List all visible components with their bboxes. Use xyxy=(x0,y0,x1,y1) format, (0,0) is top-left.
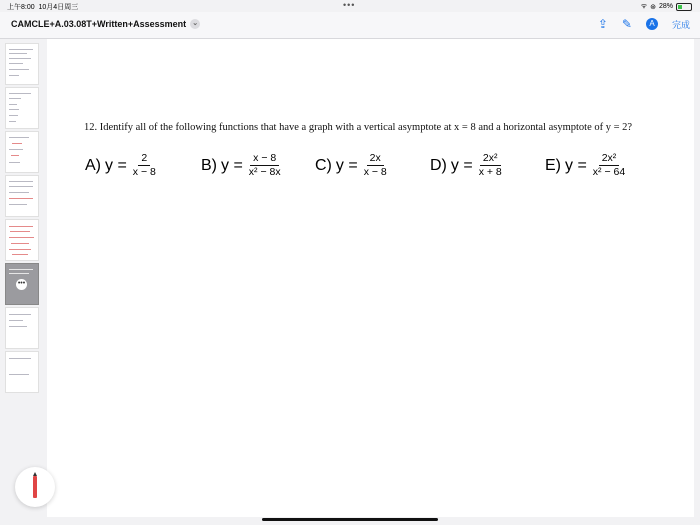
choice-c xyxy=(315,152,390,179)
denominator: x − 8 xyxy=(363,166,387,178)
multitask-dots[interactable]: ••• xyxy=(343,0,356,10)
denominator: x + 8 xyxy=(478,166,502,178)
nav-actions xyxy=(598,17,690,31)
thumbnail-page-7[interactable] xyxy=(5,307,39,349)
document-title[interactable] xyxy=(11,19,200,29)
choice-a xyxy=(85,152,159,179)
thumbnail-page-5[interactable] xyxy=(5,219,39,261)
document-page xyxy=(47,39,694,517)
choice-d xyxy=(430,152,505,179)
done-button[interactable]: 完成 xyxy=(671,19,690,30)
status-bar xyxy=(0,0,700,12)
numerator: 2x xyxy=(367,152,384,166)
thumbnail-page-4[interactable] xyxy=(5,175,39,217)
fraction xyxy=(361,152,390,179)
pencil-icon xyxy=(33,476,37,498)
choice-lhs: y = xyxy=(565,156,587,174)
thumbnail-page-1[interactable] xyxy=(5,43,39,85)
annotate-icon[interactable]: ✎ xyxy=(621,17,632,31)
thumbnail-page-2[interactable] xyxy=(5,87,39,129)
fraction xyxy=(476,152,505,179)
home-indicator[interactable] xyxy=(262,518,438,521)
chevron-down-icon[interactable]: ⌄ xyxy=(190,19,200,29)
choice-lhs: y = xyxy=(221,156,243,174)
numerator: 2x² xyxy=(480,152,501,166)
thumbnail-page-8[interactable] xyxy=(5,351,39,393)
battery-percent: 28% xyxy=(658,3,673,10)
choice-lhs: y = xyxy=(335,156,358,174)
question-text: 12. Identify all of the following functions that have a graph with a vertical asymptote at x = 8 and a horizontal asymptote of y = 2? xyxy=(84,122,633,133)
status-time: 上午8:00 10月4日周三 xyxy=(7,4,79,11)
thumbnail-page-6-selected[interactable] xyxy=(5,263,39,305)
status-right xyxy=(641,2,692,11)
choice-e xyxy=(545,152,628,179)
thumbnail-page-3[interactable] xyxy=(5,131,39,173)
fraction xyxy=(130,152,159,179)
numerator: x − 8 xyxy=(250,152,279,166)
choice-label: A) xyxy=(85,156,101,174)
wifi-icon: ᯤ xyxy=(640,3,648,10)
choice-label: B) xyxy=(201,156,217,174)
choice-label: D) xyxy=(430,156,447,174)
pencil-tool-button[interactable] xyxy=(15,467,55,507)
choice-label: C) xyxy=(315,156,332,174)
choice-label: E) xyxy=(545,156,561,174)
denominator: x − 8 xyxy=(132,166,156,178)
numerator: 2 xyxy=(138,152,150,166)
document-title-text: CAMCLE+A.03.08T+Written+Assessment xyxy=(11,19,187,29)
orientation-lock-icon: ⊛ xyxy=(650,3,656,11)
numerator: 2x² xyxy=(599,152,620,166)
more-options-icon[interactable]: ••• xyxy=(16,279,27,290)
choice-lhs: y = xyxy=(105,156,127,174)
choice-lhs: y = xyxy=(450,156,473,174)
markup-icon[interactable]: A xyxy=(646,18,658,30)
denominator: x² − 64 xyxy=(592,166,626,178)
fraction xyxy=(590,152,628,179)
denominator: x² − 8x xyxy=(248,166,281,178)
share-icon[interactable]: ⇪ xyxy=(597,17,608,31)
nav-bar xyxy=(0,12,700,39)
fraction xyxy=(246,152,284,179)
page-thumbnails xyxy=(0,39,44,525)
battery-icon xyxy=(676,3,692,11)
choice-b xyxy=(201,152,284,179)
